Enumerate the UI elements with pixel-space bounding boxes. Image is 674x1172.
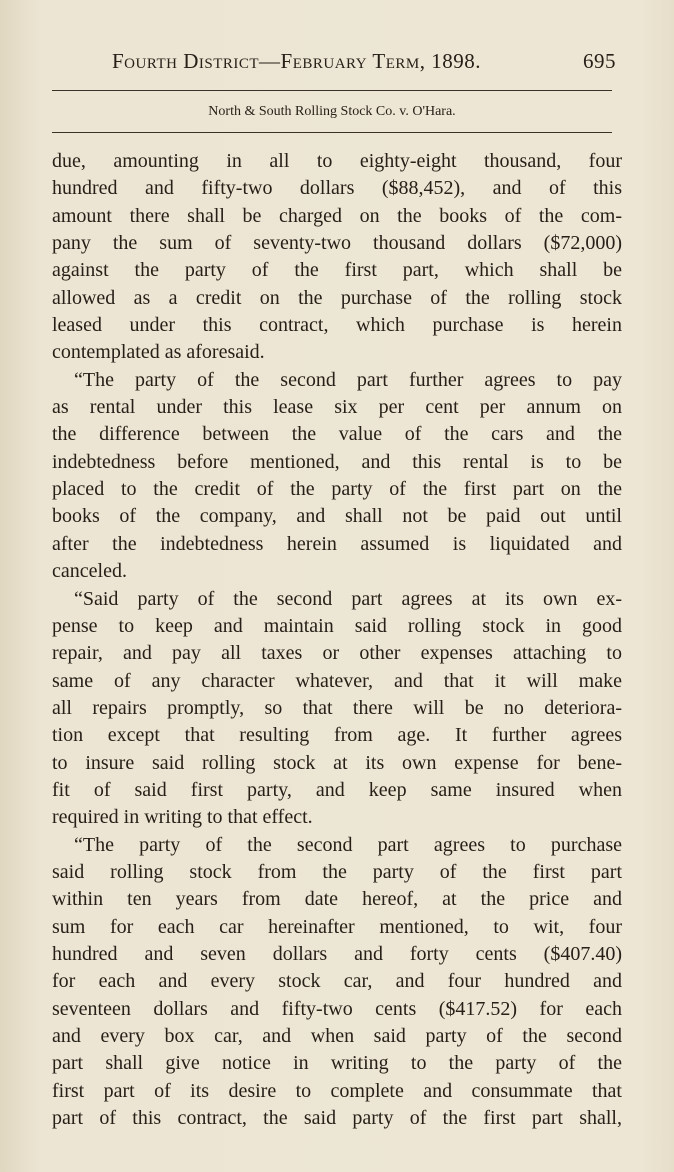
text-line: as rental under this lease six per cent per annum on: [52, 396, 622, 419]
text-line: pany the sum of seventy-two thousand dollars ($72,000): [52, 232, 622, 255]
running-head: [108, 45, 618, 77]
text-line: for each and every stock car, and four hundred and: [52, 970, 622, 993]
text-line: to insure said rolling stock at its own expense for bene-: [52, 751, 622, 774]
text-line: and every box car, and when said party of the second: [52, 1025, 622, 1047]
text-line: required in writing to that effect.: [52, 806, 313, 829]
running-head-title: Fourth District—February Term, 1898.: [112, 49, 482, 73]
text-line: same of any character whatever, and that it will make: [52, 669, 622, 692]
text-line: indebtedness before mentioned, and this rental is to be: [52, 450, 622, 473]
text-line: books of the company, and shall not be paid out until: [52, 505, 622, 528]
text-line: part of this contract, the said party of the first part shall,: [52, 1107, 622, 1130]
text-line: “The party of the second part agrees to purchase: [74, 833, 622, 856]
text-line: leased under this contract, which purchase is herein: [52, 314, 622, 337]
text-line: allowed as a credit on the purchase of the rolling stock: [52, 286, 622, 309]
text-line: first part of its desire to complete and consummate that: [52, 1079, 622, 1102]
text-line: sum for each car hereinafter mentioned, to wit, four: [52, 915, 622, 938]
case-caption: North & South Rolling Stock Co. v. O'Hara.: [208, 104, 456, 119]
text-line: the difference between the value of the cars and the: [52, 423, 622, 446]
body-text: [52, 148, 622, 1132]
header-rule-bottom: [52, 132, 612, 133]
text-line: repair, and pay all taxes or other expenses attaching to: [52, 642, 622, 665]
text-line: hundred and seven dollars and forty cents ($407.40): [52, 942, 622, 965]
text-line: due, amounting in all to eighty-eight thousand, four: [52, 150, 622, 172]
text-line: pense to keep and maintain said rolling stock in good: [52, 614, 622, 637]
text-line: canceled.: [52, 560, 127, 583]
text-line: hundred and fifty-two dollars ($88,452), and of this: [52, 177, 622, 200]
text-line: all repairs promptly, so that there will be no deteriora-: [52, 696, 622, 719]
text-line: seventeen dollars and fifty-two cents ($417.52) for each: [52, 997, 622, 1020]
page-number: 695: [583, 49, 616, 73]
text-line: amount there shall be charged on the books of the com-: [52, 204, 622, 227]
text-line: “Said party of the second part agrees at its own ex-: [74, 587, 622, 610]
text-line: contemplated as aforesaid.: [52, 341, 265, 364]
text-line: tion except that resulting from age. It further agrees: [52, 724, 622, 747]
text-line: “The party of the second part further agrees to pay: [74, 368, 622, 391]
text-line: said rolling stock from the party of the first part: [52, 860, 622, 883]
text-line: after the indebtedness herein assumed is liquidated and: [52, 532, 622, 555]
text-line: placed to the credit of the party of the first part on the: [52, 478, 622, 501]
text-line: part shall give notice in writing to the party of the: [52, 1052, 622, 1075]
text-line: fit of said first party, and keep same insured when: [52, 778, 622, 801]
text-line: within ten years from date hereof, at the price and: [52, 888, 622, 911]
header-rule-top: [52, 90, 612, 91]
text-line: against the party of the first part, which shall be: [52, 259, 622, 282]
